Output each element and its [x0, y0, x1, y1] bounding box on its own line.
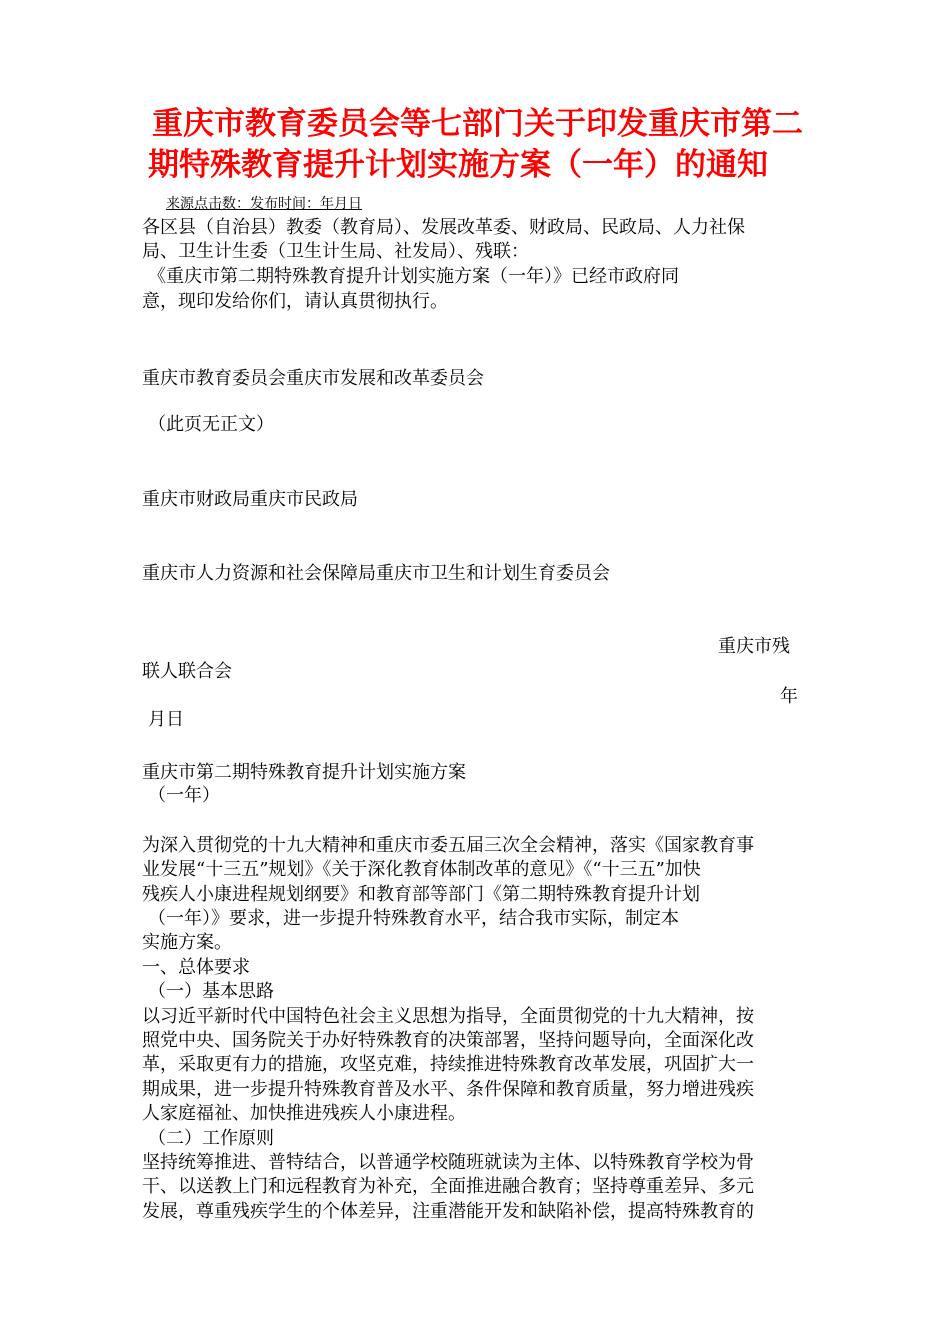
paragraph-line: 人家庭福祉、加快推进残疾人小康进程。 — [142, 1103, 466, 1124]
plan-title: 重庆市第二期特殊教育提升计划实施方案 — [142, 762, 466, 783]
plan-subtitle: （一年） — [148, 785, 220, 806]
signatory-line-3: 重庆市人力资源和社会保障局重庆市卫生和计划生育委员会 — [142, 563, 610, 584]
paragraph-line: 为深入贯彻党的十九大精神和重庆市委五届三次全会精神，落实《国家教育事 — [142, 835, 754, 856]
paragraph-line: 照党中央、国务院关于办好特殊教育的决策部署，坚持问题导向，全面深化改 — [142, 1030, 754, 1051]
paragraph-line: 业发展“十三五”规划》《关于深化教育体制改革的意见》《“十三五”加快 — [142, 859, 701, 880]
paragraph-line: 干、以送教上门和远程教育为补充，全面推进融合教育；坚持尊重差异、多元 — [142, 1176, 754, 1197]
paragraph-line: 革，采取更有力的措施，攻坚克难，持续推进特殊教育改革发展，巩固扩大一 — [142, 1054, 754, 1075]
body-line-4: 意，现印发给你们，请认真贯彻执行。 — [142, 291, 448, 312]
signatory-line-1: 重庆市教育委员会重庆市发展和改革委员会 — [142, 368, 484, 389]
document-title-line-2: 期特殊教育提升计划实施方案（一年）的通知 — [148, 147, 768, 183]
subsection-heading-2: （二）工作原则 — [148, 1128, 274, 1149]
body-line-1: 各区县（自治县）教委（教育局）、发展改革委、财政局、民政局、人力社保 — [142, 217, 745, 238]
signatory-line-2: 重庆市财政局重庆市民政局 — [142, 489, 358, 510]
section-heading-1: 一、总体要求 — [142, 957, 250, 978]
signatory-line-4b: 联人联合会 — [142, 661, 232, 682]
source-info: 来源点击数：发布时间：年月日 — [166, 196, 362, 212]
no-text-note: （此页无正文） — [148, 414, 274, 435]
body-line-2: 局、卫生计生委（卫生计生局、社发局）、残联： — [142, 241, 529, 262]
date-year: 年 — [780, 686, 798, 707]
paragraph-line: 以习近平新时代中国特色社会主义思想为指导，全面贯彻党的十九大精神，按 — [142, 1006, 754, 1027]
paragraph-line: 期成果，进一步提升特殊教育普及水平、条件保障和教育质量，努力增进残疾 — [142, 1079, 754, 1100]
subsection-heading-1: （一）基本思路 — [148, 981, 274, 1002]
paragraph-line: 发展，尊重残疾学生的个体差异，注重潜能开发和缺陷补偿，提高特殊教育的 — [142, 1201, 754, 1222]
paragraph-line: 残疾人小康进程规划纲要》和教育部等部门《第二期特殊教育提升计划 — [142, 884, 700, 905]
document-title-line-1: 重庆市教育委员会等七部门关于印发重庆市第二 — [152, 106, 803, 142]
date-month-day: 月日 — [148, 709, 184, 730]
paragraph-line: （一年）》要求，进一步提升特殊教育水平，结合我市实际，制定本 — [148, 908, 679, 929]
paragraph-line: 坚持统筹推进、普特结合，以普通学校随班就读为主体、以特殊教育学校为骨 — [142, 1152, 754, 1173]
signatory-line-4a: 重庆市残 — [718, 636, 790, 657]
paragraph-line: 实施方案。 — [142, 932, 232, 953]
body-line-3: 《重庆市第二期特殊教育提升计划实施方案（一年）》已经市政府同 — [148, 266, 679, 287]
